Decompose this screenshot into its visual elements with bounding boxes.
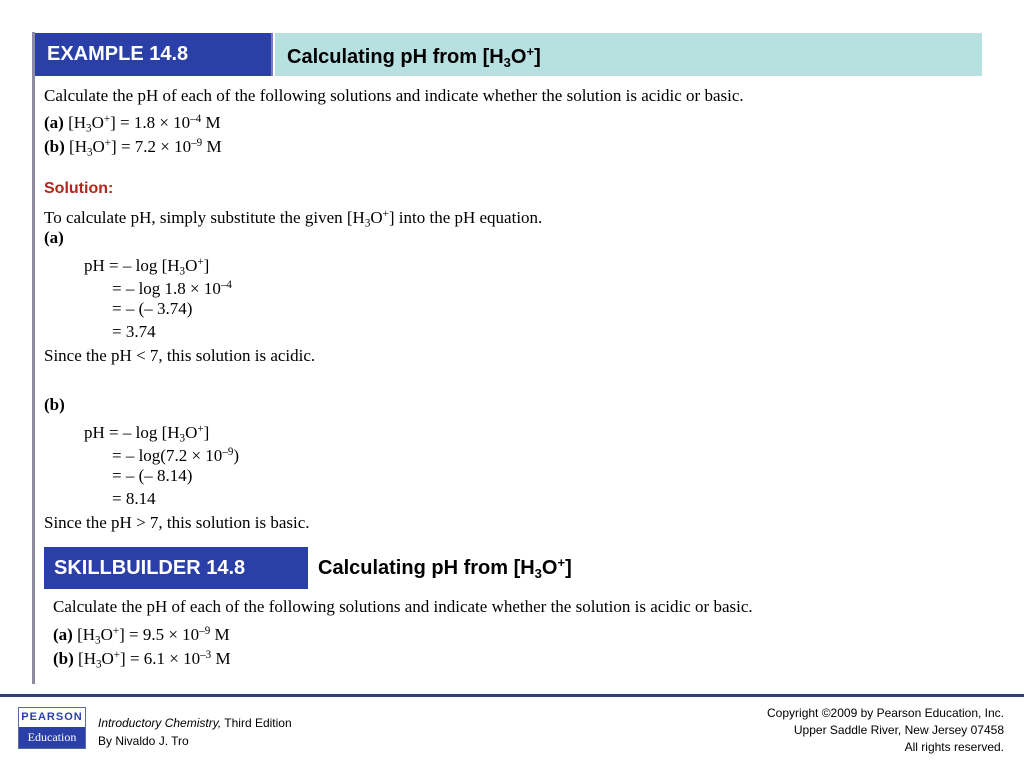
- footer-rule: [0, 694, 1024, 697]
- pearson-logo: [18, 707, 86, 749]
- solution-a-conclusion: Since the pH < 7, this solution is acidic.: [44, 346, 316, 365]
- skillbuilder-b: (b) $[H_3O^+] = 6.1 \times 10^{-3}$ M: [53, 649, 231, 671]
- example-header: [35, 33, 982, 76]
- solution-heading: Solution:: [44, 180, 114, 197]
- solution-b-line4: = 8.14: [112, 489, 156, 508]
- solution-b-label: (b): [44, 395, 65, 414]
- logo-wordmark: PEARSON: [19, 708, 85, 727]
- solution-a-line4: = 3.74: [112, 322, 156, 341]
- copyright-block: [767, 705, 1004, 756]
- book-info: [98, 714, 292, 750]
- example-label: EXAMPLE 14.8: [35, 33, 273, 76]
- solution-b-line2: = – $\log(7.2 \times 10^{-9})$: [112, 446, 240, 466]
- book-title-line: Introductory Chemistry, Third Edition: [98, 716, 292, 730]
- problem-intro: Calculate the pH of each of the following solutions and indicate whether the solution is acidic or basic.: [44, 86, 744, 105]
- solution-a-line1: pH = – $\log [H_3O^+]$: [84, 256, 210, 278]
- solution-intro: To calculate pH, simply substitute the given $[H_3O^+]$ into the pH equation.: [44, 208, 543, 230]
- logo-education: Education: [19, 727, 85, 748]
- problem-a: (a) $[H_3O^+] = 1.8 \times 10^{-4}$ M: [44, 113, 221, 135]
- example-title: Calculating pH from $[H_3O^+]$: [275, 33, 982, 76]
- skillbuilder-a: (a) $[H_3O^+] = 9.5 \times 10^{-9}$ M: [53, 625, 230, 647]
- solution-a-label: (a): [44, 228, 64, 247]
- book-author: By Nivaldo J. Tro: [98, 734, 189, 748]
- solution-b-conclusion: Since the pH > 7, this solution is basic.: [44, 513, 310, 532]
- solution-b-line1: pH = – $\log [H_3O^+]$: [84, 423, 210, 445]
- left-rule: [32, 32, 35, 684]
- copyright-line: Copyright ©2009 by Pearson Education, Inc.: [767, 706, 1004, 720]
- skillbuilder-intro: Calculate the pH of each of the following solutions and indicate whether the solution is acidic or basic.: [53, 597, 753, 616]
- skillbuilder-label: SKILLBUILDER 14.8: [44, 547, 308, 589]
- problem-b: (b) $[H_3O^+] = 7.2 \times 10^{-9}$ M: [44, 137, 222, 159]
- solution-a-line2: = – $\log 1.8 \times 10^{-4}$: [112, 279, 232, 299]
- solution-b-line3: = – (– 8.14): [112, 466, 193, 485]
- address-line: Upper Saddle River, New Jersey 07458: [793, 723, 1004, 737]
- rights-line: All rights reserved.: [904, 740, 1004, 754]
- solution-a-line3: = – (– 3.74): [112, 299, 193, 318]
- skillbuilder-title: Calculating pH from $[H_3O^+]$: [318, 555, 572, 582]
